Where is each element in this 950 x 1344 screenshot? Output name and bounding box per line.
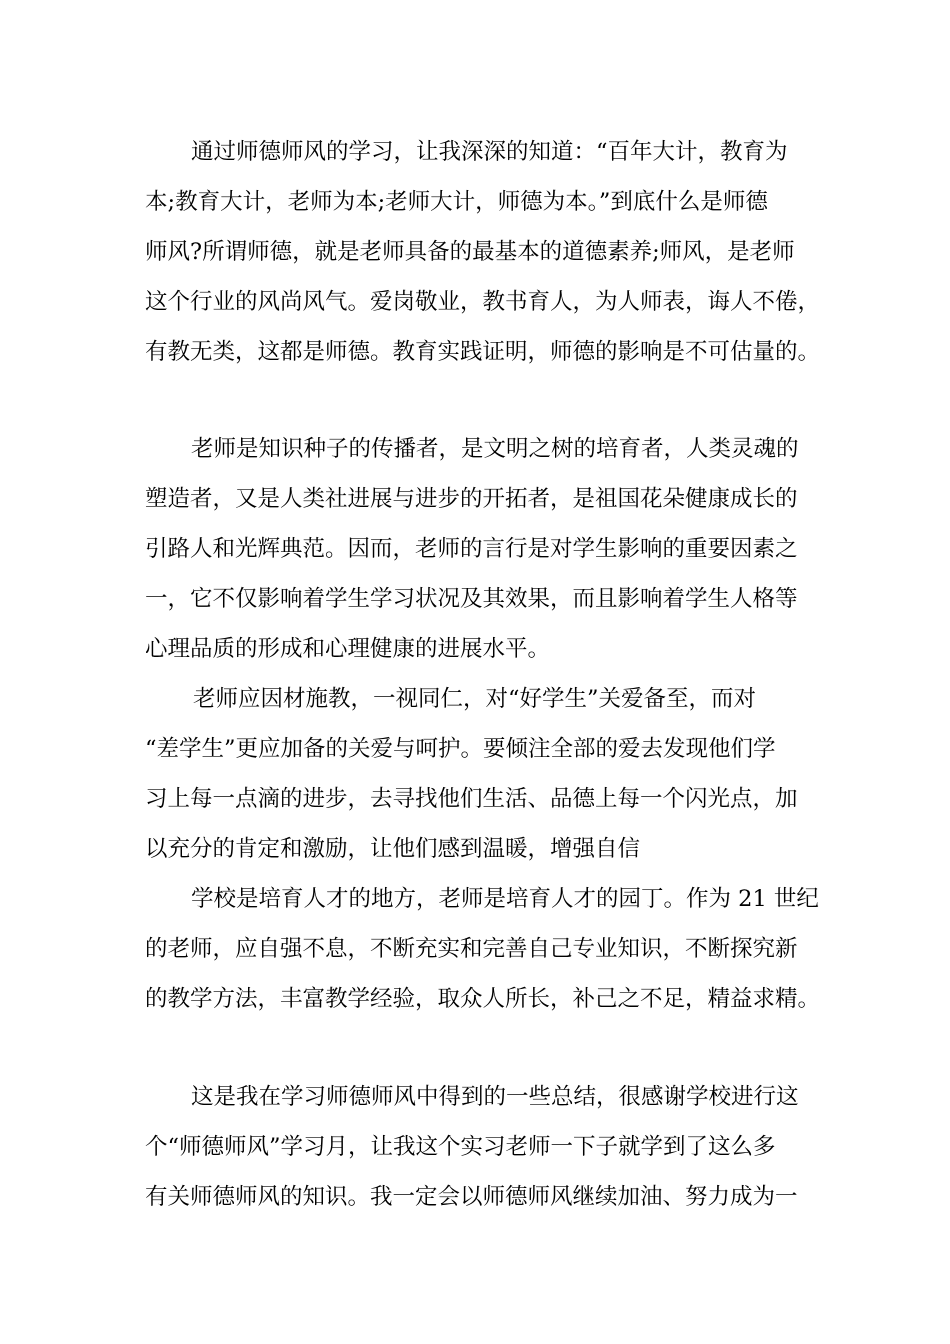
paragraph-line: 以充分的肯定和激励，让他们感到温暖，增强自信 [145, 836, 641, 862]
paragraph-line: 个“师德师风”学习月，让我这个实习老师一下子就学到了这么多 [145, 1134, 776, 1160]
paragraph-line: 塑造者，又是人类社进展与进步的开拓者，是祖国花朵健康成长的 [145, 486, 798, 512]
paragraph-line: 老师是知识种子的传播者，是文明之树的培育者，人类灵魂的 [191, 436, 799, 462]
paragraph-line: 心理品质的形成和心理健康的进展水平。 [145, 636, 551, 662]
paragraph-line: 师风?所谓师德，就是老师具备的最基本的道德素养;师风，是老师 [145, 239, 795, 265]
paragraph-line: 这个行业的风尚风气。爱岗敬业，教书育人，为人师表，诲人不倦， [145, 289, 821, 315]
paragraph-line: 引路人和光辉典范。因而，老师的言行是对学生影响的重要因素之 [145, 536, 798, 562]
paragraph-line: 学校是培育人才的地方，老师是培育人才的园丁。作为 21 世纪 [191, 886, 819, 912]
paragraph-line: 本;教育大计，老师为本;老师大计，师德为本。”到底什么是师德 [145, 189, 768, 215]
paragraph-line: 有教无类，这都是师德。教育实践证明，师德的影响是不可估量的。 [145, 339, 821, 365]
paragraph-line: 习上每一点滴的进步，去寻找他们生活、品德上每一个闪光点，加 [145, 786, 798, 812]
paragraph-line: 这是我在学习师德师风中得到的一些总结，很感谢学校进行这 [191, 1084, 799, 1110]
paragraph-line: 一，它不仅影响着学生学习状况及其效果，而且影响着学生人格等 [145, 586, 798, 612]
paragraph-line: 有关师德师风的知识。我一定会以师德师风继续加油、努力成为一 [145, 1184, 798, 1210]
paragraph-line: 通过师德师风的学习，让我深深的知道：“百年大计，教育为 [191, 139, 788, 165]
paragraph-line: 老师应因材施教，一视同仁，对“好学生”关爱备至，而对 [193, 686, 757, 712]
paragraph-line: 的教学方法，丰富教学经验，取众人所长，补己之不足，精益求精。 [145, 986, 821, 1012]
paragraph-line: “差学生”更应加备的关爱与呵护。要倾注全部的爱去发现他们学 [145, 736, 776, 762]
paragraph-line: 的老师，应自强不息，不断充实和完善自己专业知识，不断探究新 [145, 936, 798, 962]
